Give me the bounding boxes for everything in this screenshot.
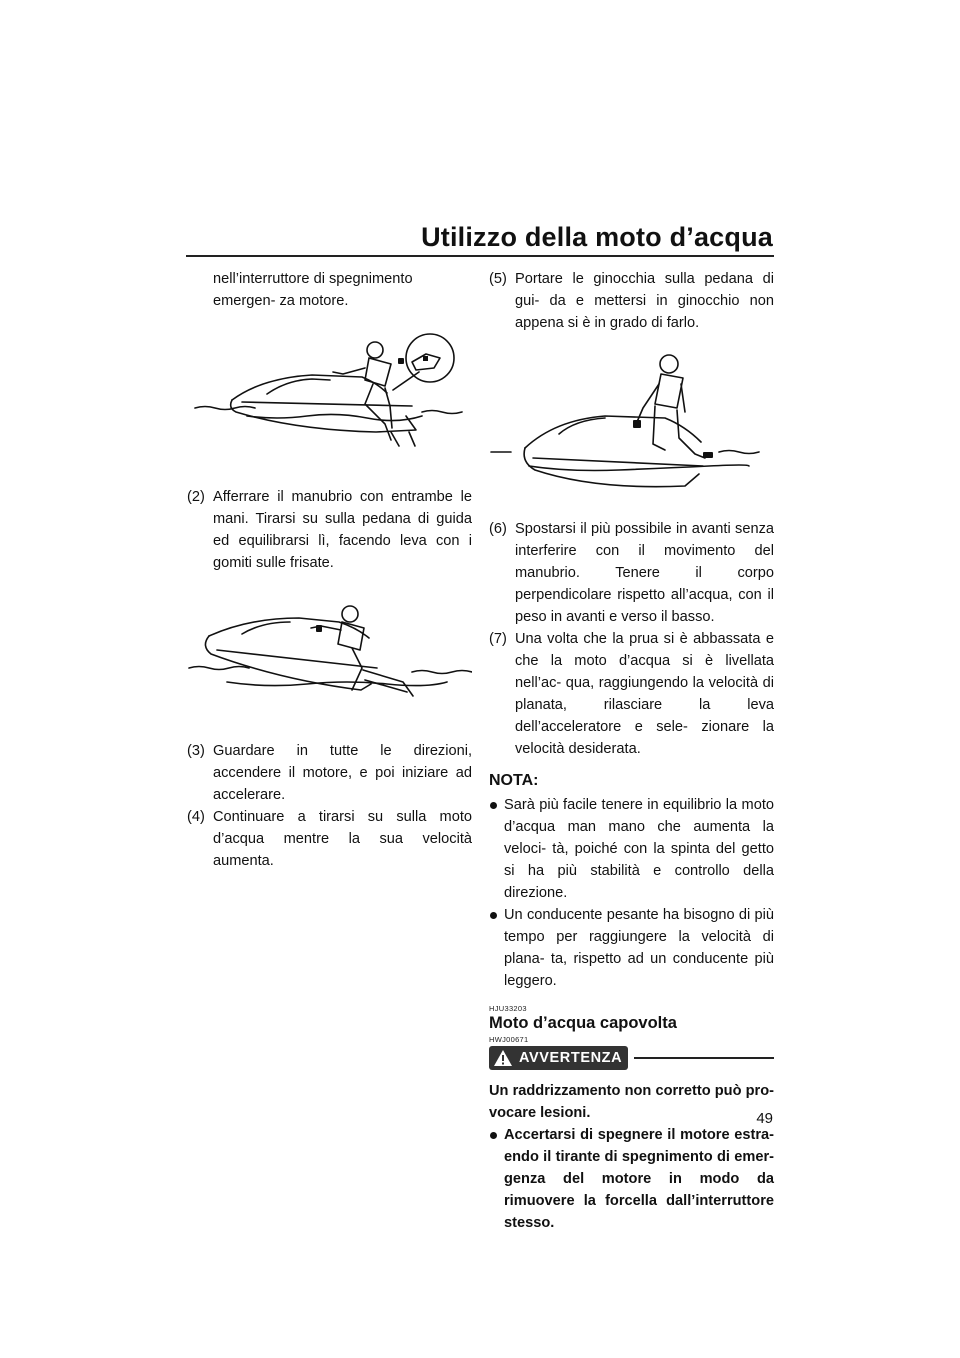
intro-text: nell’interruttore di spegnimento emergen- za motore. <box>213 271 413 309</box>
illustration-rider-kneeling <box>489 348 774 498</box>
warning-triangle-icon <box>493 1049 513 1067</box>
step-2-text: Afferrare il manubrio con entrambe le mani. Tirarsi su sulla pedana di guida ed equilibrarsi lì, facendo leva con i gomiti sulle frisate. <box>213 489 472 571</box>
right-column <box>489 268 774 1234</box>
nota-bullet <box>489 904 774 992</box>
warning-code: HWJ00671 <box>489 1035 529 1044</box>
nota-bullet <box>489 794 774 904</box>
step-4 <box>187 806 472 872</box>
step-2-number: (2) <box>187 489 205 505</box>
warning-bullet <box>489 1124 774 1234</box>
section-code: HJU33203 <box>489 1004 527 1013</box>
illustration-rider-grabbing-lanyard <box>187 332 472 462</box>
bullet-icon <box>490 912 497 919</box>
step-3-number: (3) <box>187 743 205 759</box>
step-2 <box>187 486 472 574</box>
warning-label: AVVERTENZA <box>519 1050 623 1066</box>
warning-badge <box>489 1046 628 1070</box>
step-7 <box>489 628 774 760</box>
bullet-icon <box>490 1132 497 1139</box>
nota-bullet-text: Un conducente pesante ha bisogno di più tempo per raggiungere la velocità di plana- ta, rispetto ad un conducente più leggero. <box>504 907 774 989</box>
page-title: Utilizzo della moto d’acqua <box>421 222 773 252</box>
step-6 <box>489 518 774 628</box>
step-5-number: (5) <box>489 271 507 287</box>
step-5 <box>489 268 774 334</box>
page-number: 49 <box>756 1110 773 1127</box>
section-title: Moto d’acqua capovolta <box>489 1014 677 1032</box>
illustration-rider-climbing-aboard <box>187 592 472 722</box>
step-4-text: Continuare a tirarsi su sulla moto d’acqua mentre la sua velocità aumenta. <box>213 809 472 869</box>
warning-rule <box>634 1057 774 1059</box>
warning-header <box>489 1046 774 1070</box>
step-5-text: Portare le ginocchia sulla pedana di gui- da e mettersi in ginocchio non appena si è in grado di farlo. <box>515 271 774 331</box>
warning-text: Un raddrizzamento non corretto può pro- vocare lesioni. <box>489 1083 774 1121</box>
warning-bullet-text: Accertarsi di spegnere il motore estra- endo il tirante di spegnimento di emer- genza del motore in modo da rimuovere la forcella dall’interruttore stesso. <box>504 1127 774 1231</box>
nota-heading: NOTA: <box>489 772 539 789</box>
title-rule <box>186 255 774 257</box>
step-3 <box>187 740 472 806</box>
nota-bullet-text: Sarà più facile tenere in equilibrio la moto d’acqua man mano che aumenta la veloci- tà, poiché con la spinta del getto si ha più stabilità e controllo della direzione. <box>504 797 774 901</box>
step-6-text: Spostarsi il più possibile in avanti senza interferire con il movimento del manubrio. Tenere il corpo perpendicolare rispetto all’acqua, con il peso in avanti e verso il basso. <box>515 521 774 625</box>
step-7-text: Una volta che la prua si è abbassata e che la moto d’acqua si è livellata nell’ac- qua, raggiungendo la velocità di planata, rilasciare la leva dell’acceleratore e sele- zionare la velocità desiderata. <box>515 631 774 757</box>
step-6-number: (6) <box>489 521 507 537</box>
bullet-icon <box>490 802 497 809</box>
step-3-text: Guardare in tutte le direzioni, accendere il motore, e poi iniziare ad accelerare. <box>213 743 472 803</box>
step-4-number: (4) <box>187 809 205 825</box>
left-column <box>187 268 472 872</box>
step-7-number: (7) <box>489 631 507 647</box>
